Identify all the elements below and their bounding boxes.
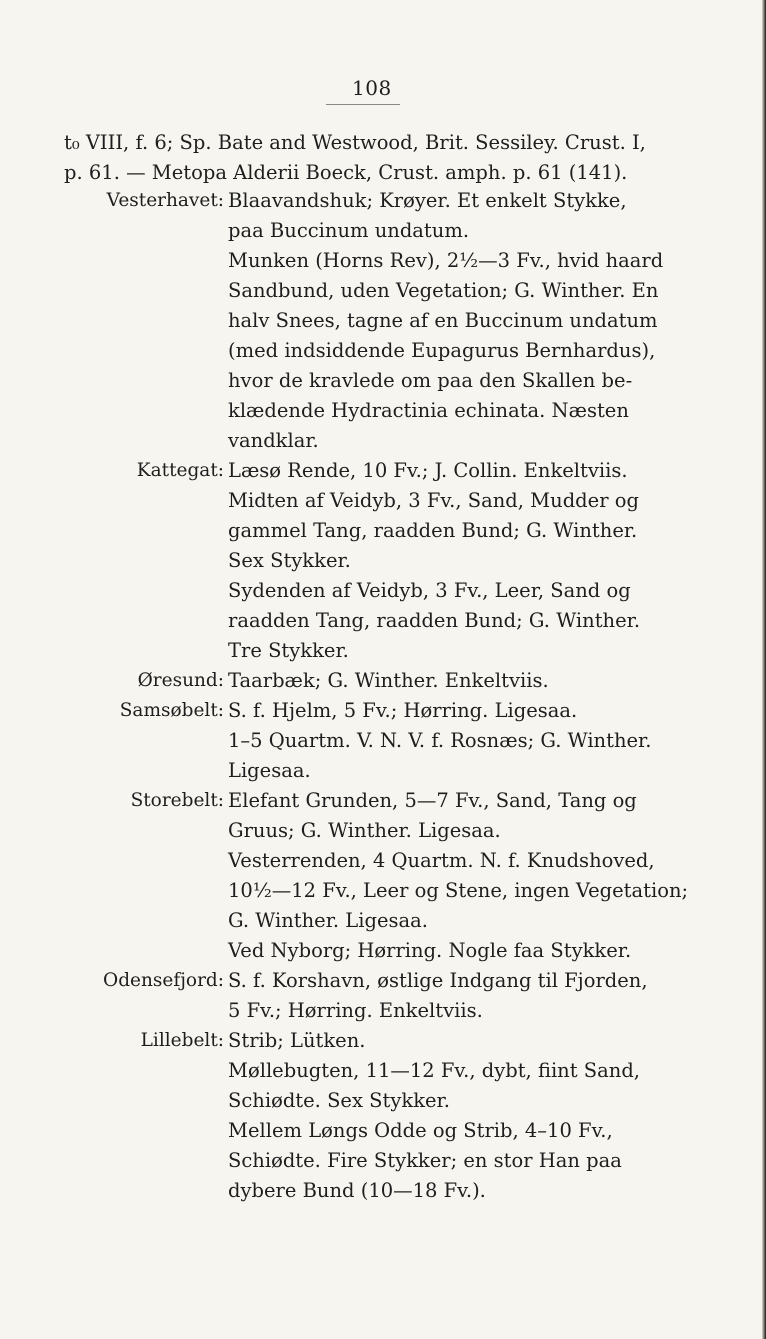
entry-text-line: Midten af Veidyb, 3 Fv., Sand, Mudder og — [228, 489, 639, 512]
entry-row — [0, 786, 766, 816]
entry-text-line: 5 Fv.; Hørring. Enkeltviis. — [228, 999, 483, 1022]
entry-row — [0, 306, 766, 336]
scan-edge — [762, 0, 766, 1339]
entry-row — [0, 1056, 766, 1086]
entry-row — [0, 396, 766, 426]
entry-row — [0, 966, 766, 996]
entry-text-line: raadden Tang, raadden Bund; G. Winther. — [228, 609, 641, 632]
locality-label: Vesterhavet: — [106, 190, 224, 211]
entry-text-line: Taarbæk; G. Winther. Enkeltviis. — [228, 669, 549, 692]
entry-row — [0, 1116, 766, 1146]
entry-text-line: S. f. Hjelm, 5 Fv.; Hørring. Ligesaa. — [228, 699, 578, 722]
entry-row — [0, 1146, 766, 1176]
entry-row — [0, 246, 766, 276]
entry-row — [0, 576, 766, 606]
locality-label: Storebelt: — [130, 790, 224, 811]
entry-row — [0, 696, 766, 726]
intro-line: p. 61. — Metopa Alderii Boeck, Crust. amph. p. 61 (141). — [64, 161, 628, 184]
entry-text-line: Sydenden af Veidyb, 3 Fv., Leer, Sand og — [228, 579, 631, 602]
entry-row — [0, 546, 766, 576]
entry-row — [0, 726, 766, 756]
entry-text-line: klædende Hydractinia echinata. Næsten — [228, 399, 629, 422]
entry-text-line: Munken (Horns Rev), 2½—3 Fv., hvid haard — [228, 249, 664, 272]
entry-text-line: Ved Nyborg; Hørring. Nogle faa Stykker. — [228, 939, 632, 962]
entry-row — [0, 1026, 766, 1056]
entry-row — [0, 816, 766, 846]
entry-row — [0, 666, 766, 696]
page-number-rule — [326, 104, 400, 105]
entry-text-line: Tre Stykker. — [228, 639, 349, 662]
entry-row — [0, 606, 766, 636]
entry-text-line: Ligesaa. — [228, 759, 311, 782]
entry-row — [0, 636, 766, 666]
entry-row — [0, 486, 766, 516]
entry-text-line: Blaavandshuk; Krøyer. Et enkelt Stykke, — [228, 189, 627, 212]
entry-row — [0, 1086, 766, 1116]
entry-text-line: vandklar. — [228, 429, 319, 452]
entry-text-line: Møllebugten, 11—12 Fv., dybt, fiint Sand, — [228, 1059, 641, 1082]
entry-row — [0, 186, 766, 216]
locality-label: Odensefjord: — [103, 970, 224, 991]
entry-row — [0, 1176, 766, 1206]
entry-text-line: Sex Stykker. — [228, 549, 351, 572]
entry-row — [0, 846, 766, 876]
entry-row — [0, 996, 766, 1026]
entry-text-line: hvor de kravlede om paa den Skallen be- — [228, 369, 633, 392]
entry-text-line: Læsø Rende, 10 Fv.; J. Collin. Enkeltviis. — [228, 459, 628, 482]
entry-text-line: Strib; Lütken. — [228, 1029, 366, 1052]
entry-row — [0, 336, 766, 366]
entry-row — [0, 936, 766, 966]
entry-row — [0, 906, 766, 936]
entry-text-line: 10½—12 Fv., Leer og Stene, ingen Vegetation; — [228, 879, 689, 902]
entry-text-line: dybere Bund (10—18 Fv.). — [228, 1179, 486, 1202]
entry-row — [0, 756, 766, 786]
locality-label: Kattegat: — [136, 460, 224, 481]
intro-paragraph — [64, 128, 704, 188]
entry-row — [0, 516, 766, 546]
locality-label: Lillebelt: — [140, 1030, 224, 1051]
entry-text-line: Gruus; G. Winther. Ligesaa. — [228, 819, 501, 842]
entry-text-line: gammel Tang, raadden Bund; G. Winther. — [228, 519, 638, 542]
entry-text-line: G. Winther. Ligesaa. — [228, 909, 428, 932]
entry-text-line: Sandbund, uden Vegetation; G. Winther. En — [228, 279, 659, 302]
entry-text-line: (med indsiddende Eupagurus Bernhardus), — [228, 339, 656, 362]
locality-label: Samsøbelt: — [119, 700, 224, 721]
entry-text-line: 1–5 Quartm. V. N. V. f. Rosnæs; G. Winther. — [228, 729, 652, 752]
page-number: 108 — [352, 76, 392, 100]
entry-text-line: halv Snees, tagne af en Buccinum undatum — [228, 309, 658, 332]
entry-row — [0, 366, 766, 396]
entry-row — [0, 276, 766, 306]
entry-row — [0, 456, 766, 486]
entry-text-line: Schiødte. Fire Stykker; en stor Han paa — [228, 1149, 622, 1172]
entry-text-line: Schiødte. Sex Stykker. — [228, 1089, 450, 1112]
locality-list — [0, 186, 766, 1206]
entry-text-line: Mellem Løngs Odde og Strib, 4–10 Fv., — [228, 1119, 613, 1142]
entry-text-line: Elefant Grunden, 5—7 Fv., Sand, Tang og — [228, 789, 637, 812]
entry-row — [0, 216, 766, 246]
intro-line: t₀ VIII, f. 6; Sp. Bate and Westwood, Brit. Sessiley. Crust. I, — [64, 131, 646, 154]
entry-text-line: S. f. Korshavn, østlige Indgang til Fjorden, — [228, 969, 648, 992]
locality-label: Øresund: — [137, 670, 224, 691]
entry-row — [0, 426, 766, 456]
entry-row — [0, 876, 766, 906]
entry-text-line: Vesterrenden, 4 Quartm. N. f. Knudshoved, — [228, 849, 655, 872]
entry-text-line: paa Buccinum undatum. — [228, 219, 470, 242]
